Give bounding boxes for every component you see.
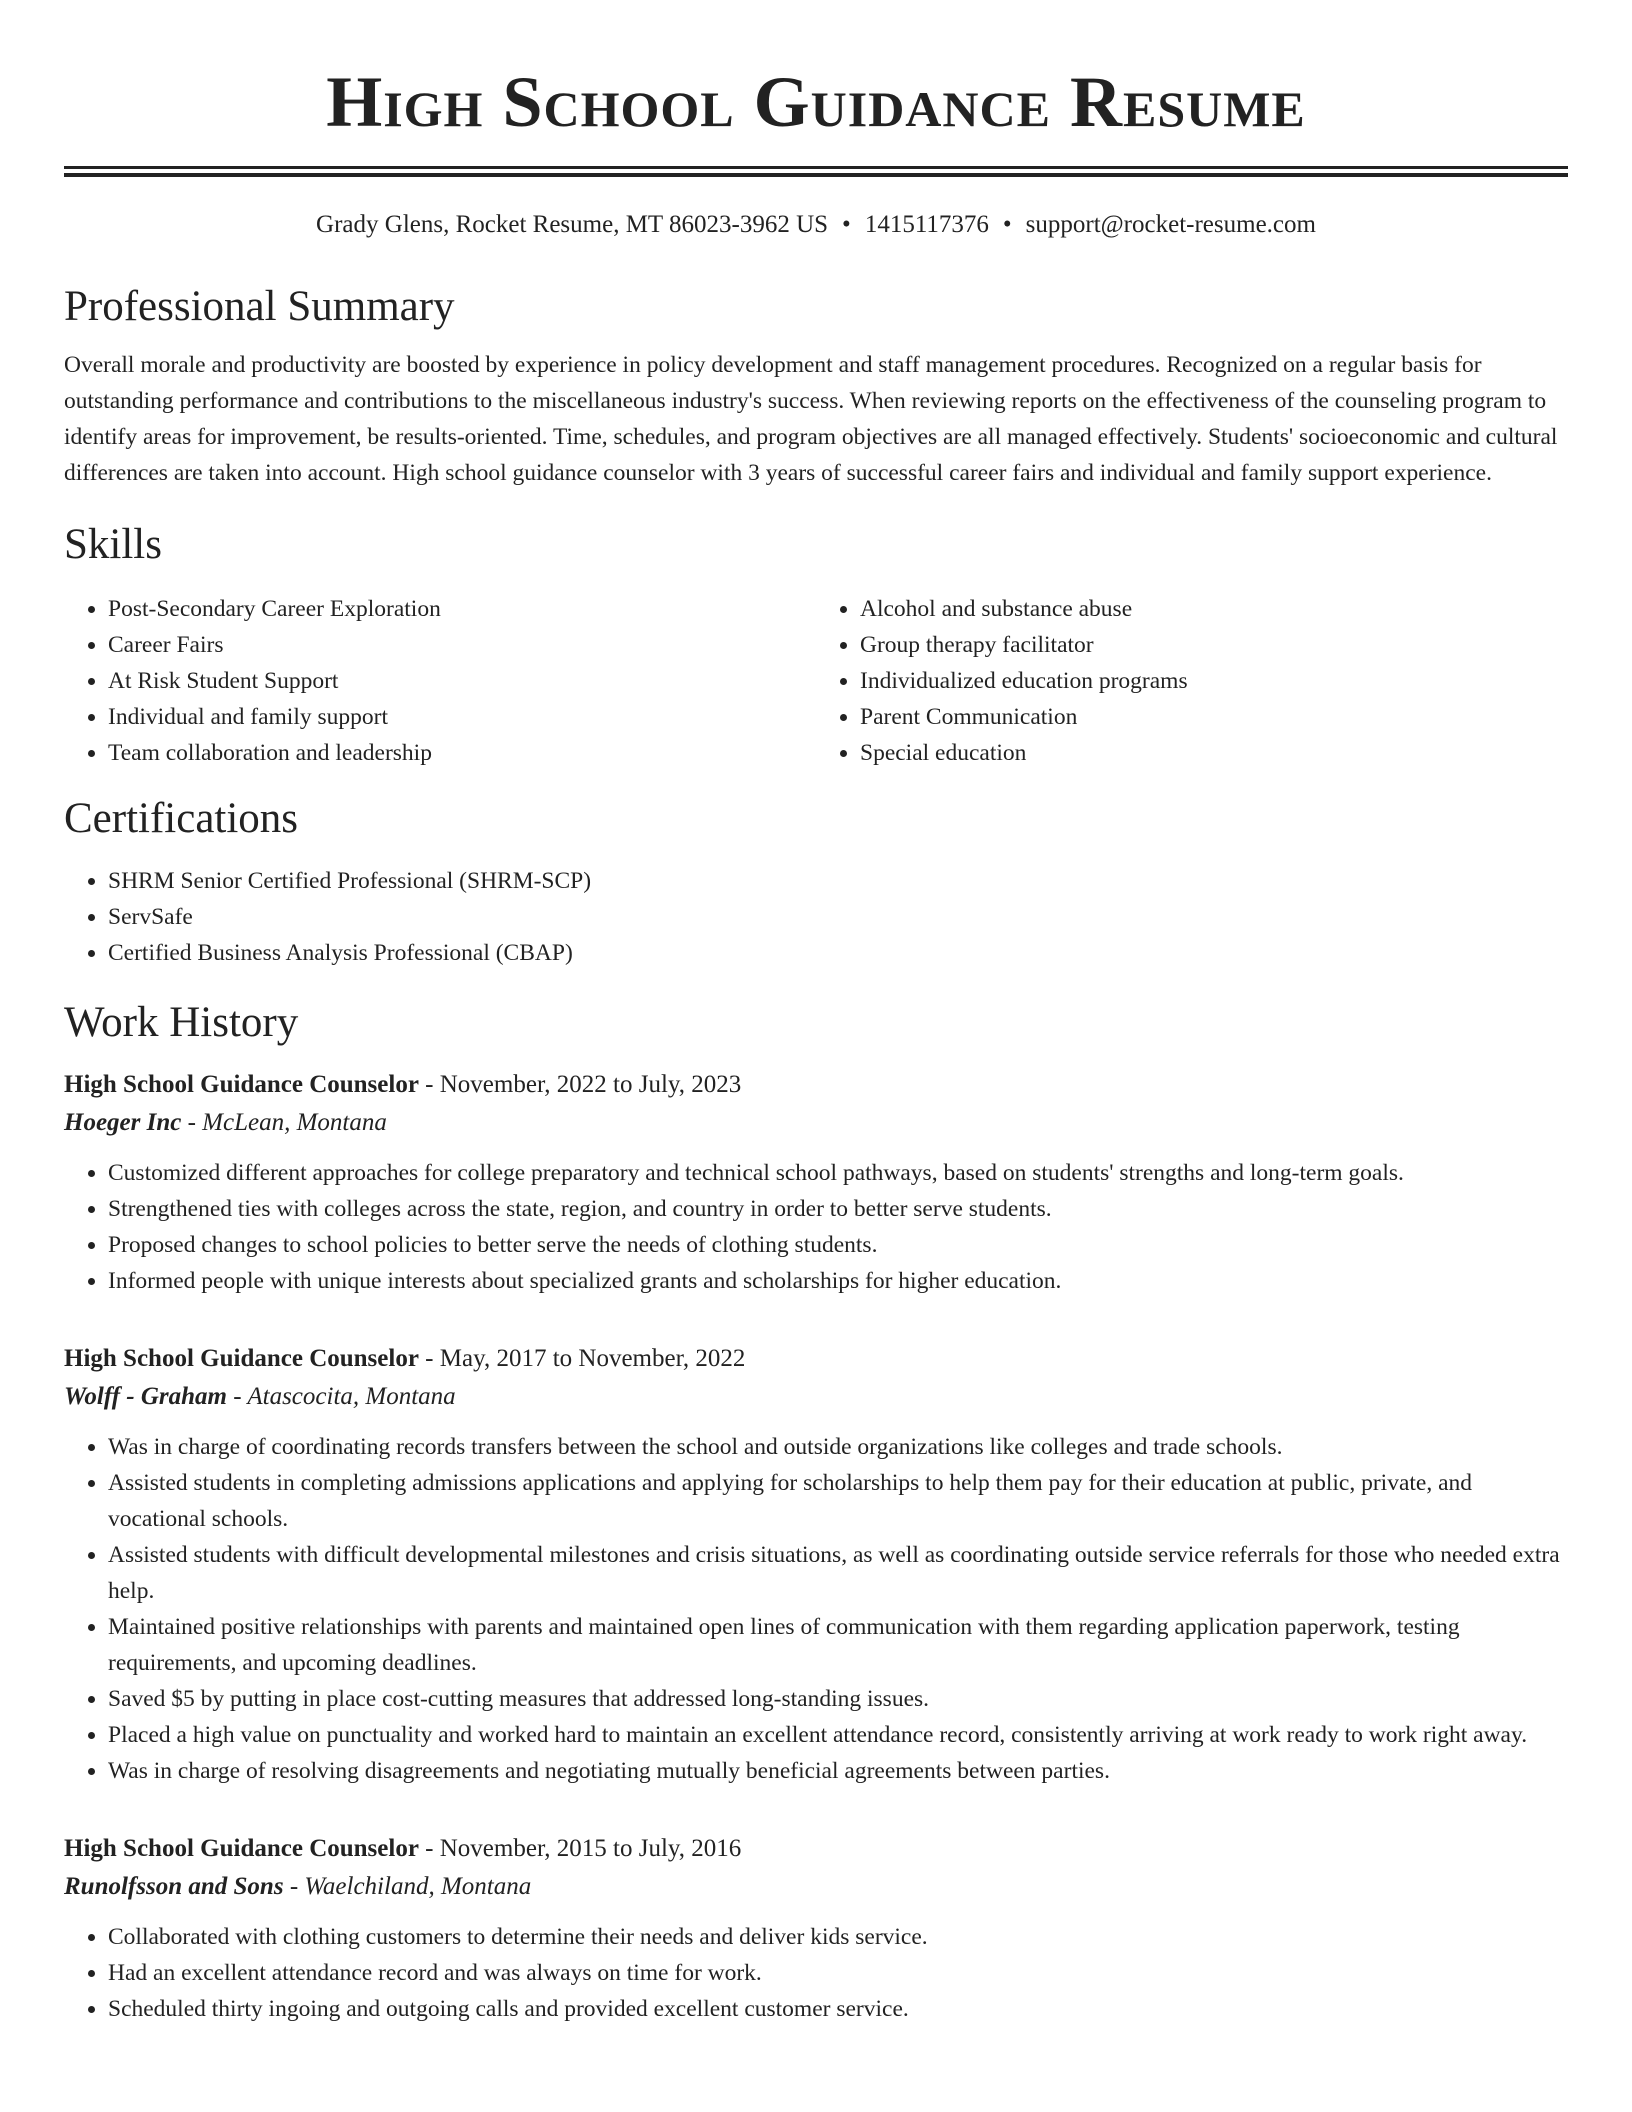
certifications-list	[64, 863, 1568, 971]
job-entry	[64, 1067, 1568, 1299]
job-bullet: • Strengthened ties with colleges across the state, region, and country in order to better serve students.	[108, 1191, 1568, 1227]
job-company-line	[64, 1867, 1568, 1907]
job-bullet: • Informed people with unique interests about specialized grants and scholarships for higher education.	[108, 1263, 1568, 1299]
contact-line	[64, 209, 1568, 241]
skill-item: • Team collaboration and leadership	[108, 735, 816, 771]
skills-heading: Skills	[64, 521, 162, 568]
job-bullets	[64, 1429, 1568, 1789]
job-entry	[64, 1831, 1568, 2027]
contact-email: support@rocket-resume.com	[1025, 211, 1316, 238]
job-company-line	[64, 1103, 1568, 1143]
job-bullet: • Placed a high value on punctuality and worked hard to maintain an excellent attendance record, consistently arriving at work ready to work right away.	[108, 1717, 1568, 1753]
contact-separator: •	[1002, 211, 1012, 238]
job-bullets	[64, 1919, 1568, 2027]
skill-item: • Individualized education programs	[860, 663, 1568, 699]
skills-columns	[64, 591, 1568, 771]
job-bullet: • Assisted students in completing admissions applications and applying for scholarships to help them pay for their education at public, private, and vocational schools.	[108, 1465, 1568, 1537]
job-location: - Waelchiland, Montana	[283, 1873, 532, 1900]
skill-item: • At Risk Student Support	[108, 663, 816, 699]
skill-item: • Special education	[860, 735, 1568, 771]
skill-item: • Alcohol and substance abuse	[860, 591, 1568, 627]
skill-item: • Parent Communication	[860, 699, 1568, 735]
summary-text: Overall morale and productivity are boosted by experience in policy development and staff management procedures. Recognized on a regular basis for outstanding performance and contributions to the miscellaneous industry's success. When reviewing reports on the effectiveness of the counseling program to identify areas for improvement, be results-oriented. Time, schedules, and program objectives are all managed effectively. Students' socioeconomic and cultural differences are taken into account. High school guidance counselor with 3 years of successful career fairs and individual and family support experience.	[64, 352, 1558, 486]
job-entry	[64, 1341, 1568, 1789]
job-bullet: • Saved $5 by putting in place cost-cutting measures that addressed long-standing issues.	[108, 1681, 1568, 1717]
contact-address: Grady Glens, Rocket Resume, MT 86023-3962 US	[316, 211, 829, 238]
work-history-heading: Work History	[64, 999, 299, 1046]
job-company: Wolff - Graham	[64, 1383, 227, 1410]
job-role: High School Guidance Counselor	[64, 1835, 419, 1862]
job-title-line	[64, 1067, 1568, 1103]
skill-item: • Career Fairs	[108, 627, 816, 663]
summary-heading: Professional Summary	[64, 283, 455, 330]
job-bullet: • Maintained positive relationships with parents and maintained open lines of communication with them regarding application paperwork, testing requirements, and upcoming deadlines.	[108, 1609, 1568, 1681]
skill-item: • Post-Secondary Career Exploration	[108, 591, 816, 627]
certification-item: • SHRM Senior Certified Professional (SHRM-SCP)	[108, 863, 1568, 899]
professional-summary-section	[64, 281, 1568, 491]
job-bullet: • Had an excellent attendance record and was always on time for work.	[108, 1955, 1568, 1991]
job-bullet: • Was in charge of coordinating records transfers between the school and outside organizations like colleges and trade schools.	[108, 1429, 1568, 1465]
certification-item: • ServSafe	[108, 899, 1568, 935]
job-bullet: • Customized different approaches for college preparatory and technical school pathways, based on students' strengths and long-term goals.	[108, 1155, 1568, 1191]
job-bullet: • Scheduled thirty ingoing and outgoing calls and provided excellent customer service.	[108, 1991, 1568, 2027]
job-role: High School Guidance Counselor	[64, 1345, 419, 1372]
job-dates: - May, 2017 to November, 2022	[418, 1345, 746, 1372]
job-dates: - November, 2022 to July, 2023	[418, 1071, 742, 1098]
skills-section	[64, 519, 1568, 771]
resume-title: High School Guidance Resume	[326, 62, 1306, 142]
skill-item: • Individual and family support	[108, 699, 816, 735]
job-bullets	[64, 1155, 1568, 1299]
job-company-line	[64, 1377, 1568, 1417]
certification-item: • Certified Business Analysis Professional (CBAP)	[108, 935, 1568, 971]
contact-separator: •	[842, 211, 851, 238]
work-history-section	[64, 997, 1568, 2027]
contact-phone: 1415117376	[864, 211, 989, 238]
certifications-heading: Certifications	[64, 795, 299, 842]
job-title-line	[64, 1831, 1568, 1867]
job-dates: - November, 2015 to July, 2016	[418, 1835, 742, 1862]
certifications-section	[64, 793, 1568, 971]
job-title-line	[64, 1341, 1568, 1377]
title-double-rule	[64, 166, 1568, 169]
job-bullet: • Was in charge of resolving disagreements and negotiating mutually beneficial agreements between parties.	[108, 1753, 1568, 1789]
job-bullet: • Assisted students with difficult developmental milestones and crisis situations, as well as coordinating outside service referrals for those who needed extra help.	[108, 1537, 1568, 1609]
skill-item: • Group therapy facilitator	[860, 627, 1568, 663]
job-location: - McLean, Montana	[181, 1109, 387, 1136]
job-location: - Atascocita, Montana	[226, 1383, 456, 1410]
job-bullet: • Collaborated with clothing customers to determine their needs and deliver kids service.	[108, 1919, 1568, 1955]
job-bullet: • Proposed changes to school policies to better serve the needs of clothing students.	[108, 1227, 1568, 1263]
job-company: Hoeger Inc	[64, 1109, 182, 1136]
skills-list-right	[816, 591, 1568, 771]
skills-list-left	[64, 591, 816, 771]
job-company: Runolfsson and Sons	[64, 1873, 284, 1900]
job-role: High School Guidance Counselor	[64, 1071, 419, 1098]
